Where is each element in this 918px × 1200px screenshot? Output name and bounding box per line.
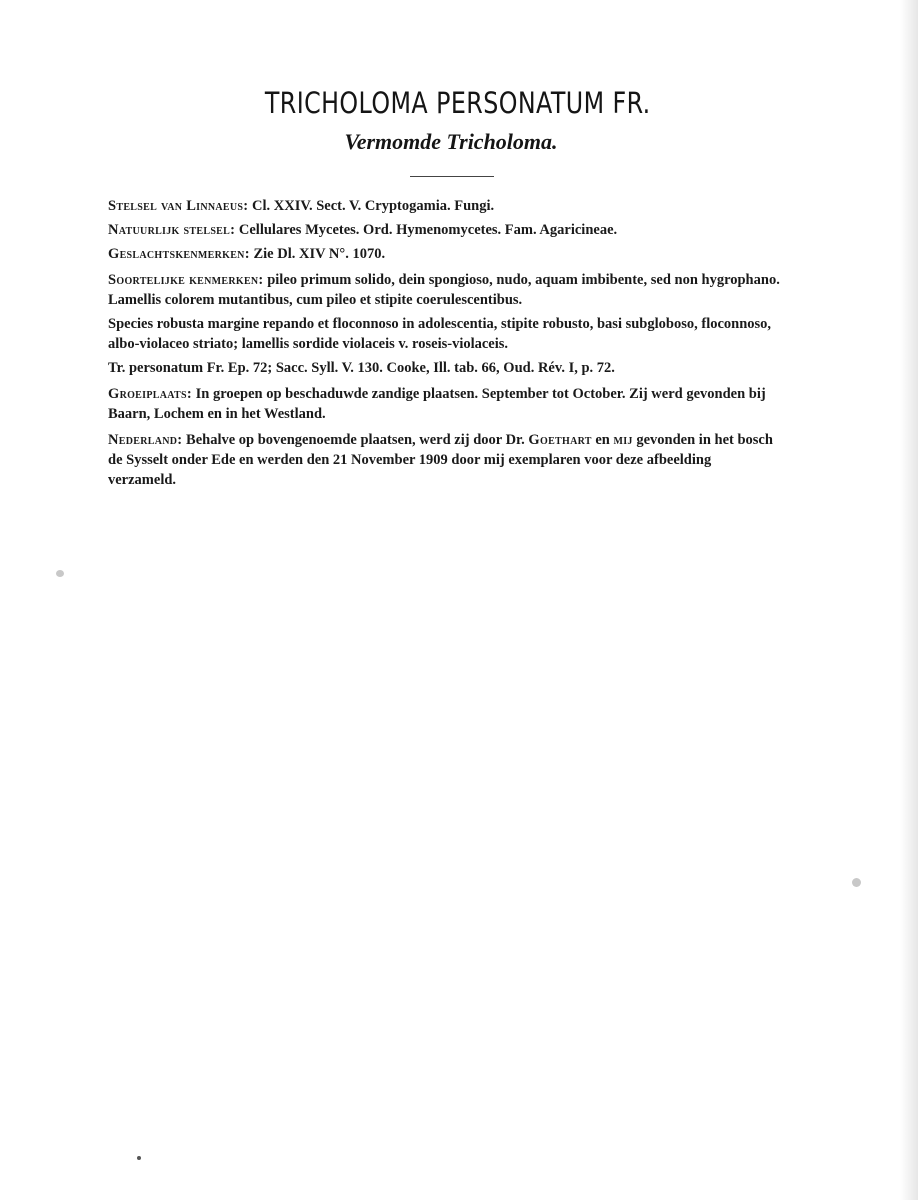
nederland-mij: mij <box>613 432 633 448</box>
page-title: TRICHOLOMA PERSONATUM FR. <box>264 86 651 120</box>
geslacht-text: Zie Dl. XIV N°. 1070. <box>249 246 386 262</box>
soort-entry <box>108 270 780 310</box>
page-edge-shadow <box>900 0 918 1200</box>
natuurlijk-entry <box>108 220 780 240</box>
paper-speck <box>852 878 861 887</box>
geslacht-entry <box>108 244 780 264</box>
nederland-label: Nederland: <box>108 432 183 448</box>
page-subtitle: Vermomde Tricholoma. <box>344 129 558 154</box>
soort-label: Soortelijke kenmerken: <box>108 272 264 288</box>
groeiplaats-entry <box>108 384 780 424</box>
nederland-entry <box>108 430 780 490</box>
references-entry: Tr. personatum Fr. Ep. 72; Sacc. Syll. V. 130. Cooke, Ill. tab. 66, Oud. Rév. I, p. 72. <box>108 360 615 376</box>
nederland-text-a: Behalve op bovengenoemde plaatsen, werd zij door Dr. <box>182 432 529 448</box>
linnaeus-entry <box>108 196 780 216</box>
soort-text: pileo primum solido, dein spongioso, nudo, aquam imbibente, sed non hygrophano. Lamellis colorem mutantibus, cum pileo et stipite coerulescentibus. <box>108 272 780 308</box>
geslacht-label: Geslachtskenmerken: <box>108 246 250 262</box>
paper-speck <box>56 570 64 577</box>
groeiplaats-label: Groeiplaats: <box>108 386 192 402</box>
linnaeus-text: Cl. XXIV. Sect. V. Cryptogamia. Fungi. <box>248 198 495 214</box>
species-entry: Species robusta margine repando et floconnoso in adolescentia, stipite robusto, basi subgloboso, floconnoso, albo-violaceo striato; lamellis sordide violaceis v. roseis-violaceis. <box>108 316 772 352</box>
linnaeus-label: Stelsel van Linnaeus: <box>108 198 249 214</box>
nederland-person-name: Goethart <box>528 432 592 448</box>
natuurlijk-label: Natuurlijk stelsel: <box>108 222 236 238</box>
paper-speck <box>137 1156 141 1160</box>
natuurlijk-text: Cellulares Mycetes. Ord. Hymenomycetes. Fam. Agaricineae. <box>235 222 618 238</box>
description-body <box>108 196 780 494</box>
title-divider <box>410 176 494 177</box>
groeiplaats-text: In groepen op beschaduwde zandige plaatsen. September tot October. Zij werd gevonden bij Baarn, Lochem en in het Westland. <box>108 386 766 422</box>
nederland-text-c: gevonden in het bosch de Sysselt onder Ede en werden den 21 November 1909 door mij exemplaren voor deze afbeelding verzameld. <box>108 432 773 488</box>
nederland-text-b: en <box>591 432 614 448</box>
